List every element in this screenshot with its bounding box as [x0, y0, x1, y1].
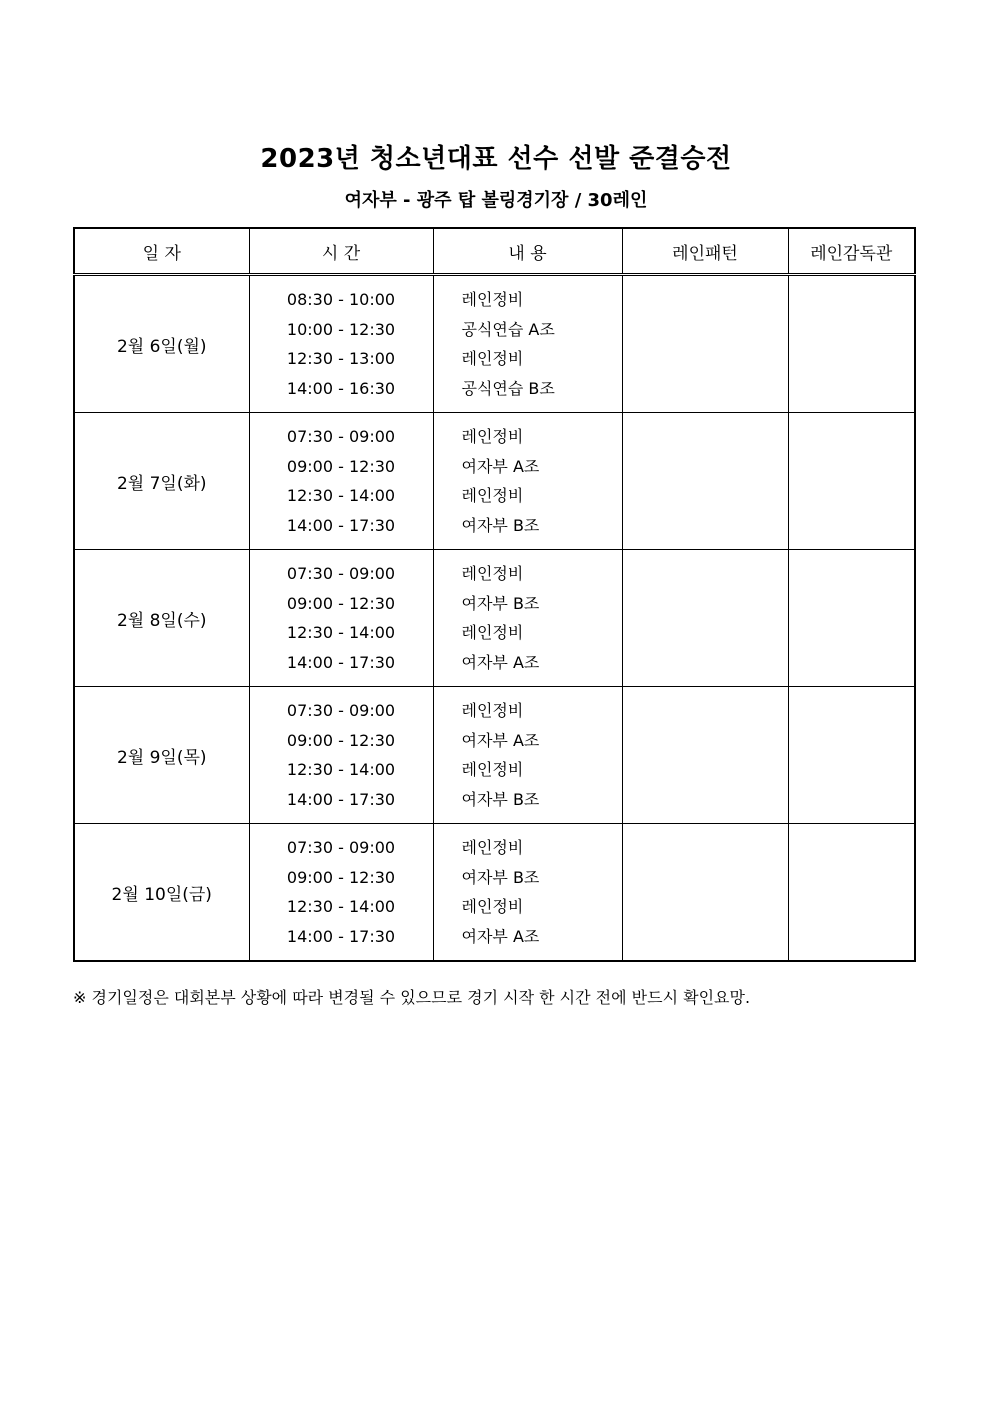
lane-pattern-cell — [622, 824, 788, 962]
content-item: 여자부 A조 — [461, 730, 540, 750]
content-cell — [433, 824, 622, 962]
table-row — [74, 413, 915, 550]
time-slot: 12:30 - 14:00 — [286, 897, 396, 916]
date-cell: 2월 7일(화) — [74, 413, 249, 550]
lane-supervisor-cell — [788, 687, 915, 824]
time-slot: 07:30 - 09:00 — [286, 564, 396, 583]
lane-pattern-cell — [622, 687, 788, 824]
content-item: 여자부 A조 — [461, 456, 540, 476]
time-slot: 12:30 - 14:00 — [286, 760, 396, 779]
time-cell — [249, 413, 433, 550]
content-cell — [433, 413, 622, 550]
content-item: 여자부 A조 — [461, 652, 540, 672]
content-item: 레인정비 — [461, 701, 524, 720]
lane-supervisor-cell — [788, 824, 915, 962]
time-cell — [249, 687, 433, 824]
date-cell: 2월 10일(금) — [74, 824, 249, 962]
content-item: 공식연습 A조 — [461, 319, 555, 339]
time-slot: 09:00 - 12:30 — [286, 593, 396, 613]
time-cell — [249, 550, 433, 687]
time-slot: 07:30 - 09:00 — [286, 701, 396, 720]
time-slot: 14:00 - 17:30 — [286, 926, 396, 946]
content-item: 여자부 B조 — [461, 515, 540, 535]
content-item: 레인정비 — [461, 623, 524, 642]
time-slot: 14:00 - 17:30 — [286, 652, 396, 672]
table-row — [74, 275, 915, 413]
time-slot: 12:30 - 13:00 — [286, 349, 396, 368]
content-item: 여자부 B조 — [461, 593, 540, 613]
table-row — [74, 550, 915, 687]
content-item: 레인정비 — [461, 427, 524, 446]
header-time: 시 간 — [249, 228, 433, 275]
table-header-row — [74, 228, 915, 275]
time-slot: 12:30 - 14:00 — [286, 623, 396, 642]
date-cell: 2월 6일(월) — [74, 275, 249, 413]
header-date: 일 자 — [74, 228, 249, 275]
time-slot: 14:00 - 17:30 — [286, 789, 396, 809]
lane-supervisor-cell — [788, 413, 915, 550]
header-lane-pattern: 레인패턴 — [622, 228, 788, 275]
content-item: 레인정비 — [461, 838, 524, 857]
content-cell — [433, 687, 622, 824]
content-item: 레인정비 — [461, 486, 524, 505]
content-cell — [433, 275, 622, 413]
time-slot: 10:00 - 12:30 — [286, 319, 396, 339]
date-cell: 2월 8일(수) — [74, 550, 249, 687]
header-lane-supervisor: 레인감독관 — [788, 228, 915, 275]
time-cell — [249, 275, 433, 413]
content-item: 레인정비 — [461, 290, 524, 309]
lane-pattern-cell — [622, 550, 788, 687]
table-row — [74, 824, 915, 962]
content-item: 여자부 B조 — [461, 867, 540, 887]
time-slot: 14:00 - 16:30 — [286, 378, 396, 398]
time-slot: 12:30 - 14:00 — [286, 486, 396, 505]
time-slot: 08:30 - 10:00 — [286, 290, 396, 309]
document-title: 2023년 청소년대표 선수 선발 준결승전 — [260, 144, 732, 174]
schedule-notice: ※ 경기일정은 대회본부 상황에 따라 변경될 수 있으므로 경기 시작 한 시간 전에 반드시 확인요망. — [73, 988, 751, 1007]
lane-pattern-cell — [622, 413, 788, 550]
content-item: 레인정비 — [461, 760, 524, 779]
table-row — [74, 687, 915, 824]
header-content: 내 용 — [433, 228, 622, 275]
time-cell — [249, 824, 433, 962]
time-slot: 09:00 - 12:30 — [286, 867, 396, 887]
content-item: 여자부 A조 — [461, 926, 540, 946]
time-slot: 07:30 - 09:00 — [286, 427, 396, 446]
lane-supervisor-cell — [788, 275, 915, 413]
content-item: 여자부 B조 — [461, 789, 540, 809]
content-cell — [433, 550, 622, 687]
content-item: 레인정비 — [461, 564, 524, 583]
content-item: 레인정비 — [461, 897, 524, 916]
content-item: 공식연습 B조 — [461, 378, 555, 398]
date-cell: 2월 9일(목) — [74, 687, 249, 824]
content-item: 레인정비 — [461, 349, 524, 368]
time-slot: 09:00 - 12:30 — [286, 730, 396, 750]
time-slot: 09:00 - 12:30 — [286, 456, 396, 476]
lane-supervisor-cell — [788, 550, 915, 687]
schedule-table — [73, 227, 916, 962]
time-slot: 07:30 - 09:00 — [286, 838, 396, 857]
document-subtitle: 여자부 - 광주 탑 볼링경기장 / 30레인 — [344, 190, 648, 211]
time-slot: 14:00 - 17:30 — [286, 515, 396, 535]
lane-pattern-cell — [622, 275, 788, 413]
